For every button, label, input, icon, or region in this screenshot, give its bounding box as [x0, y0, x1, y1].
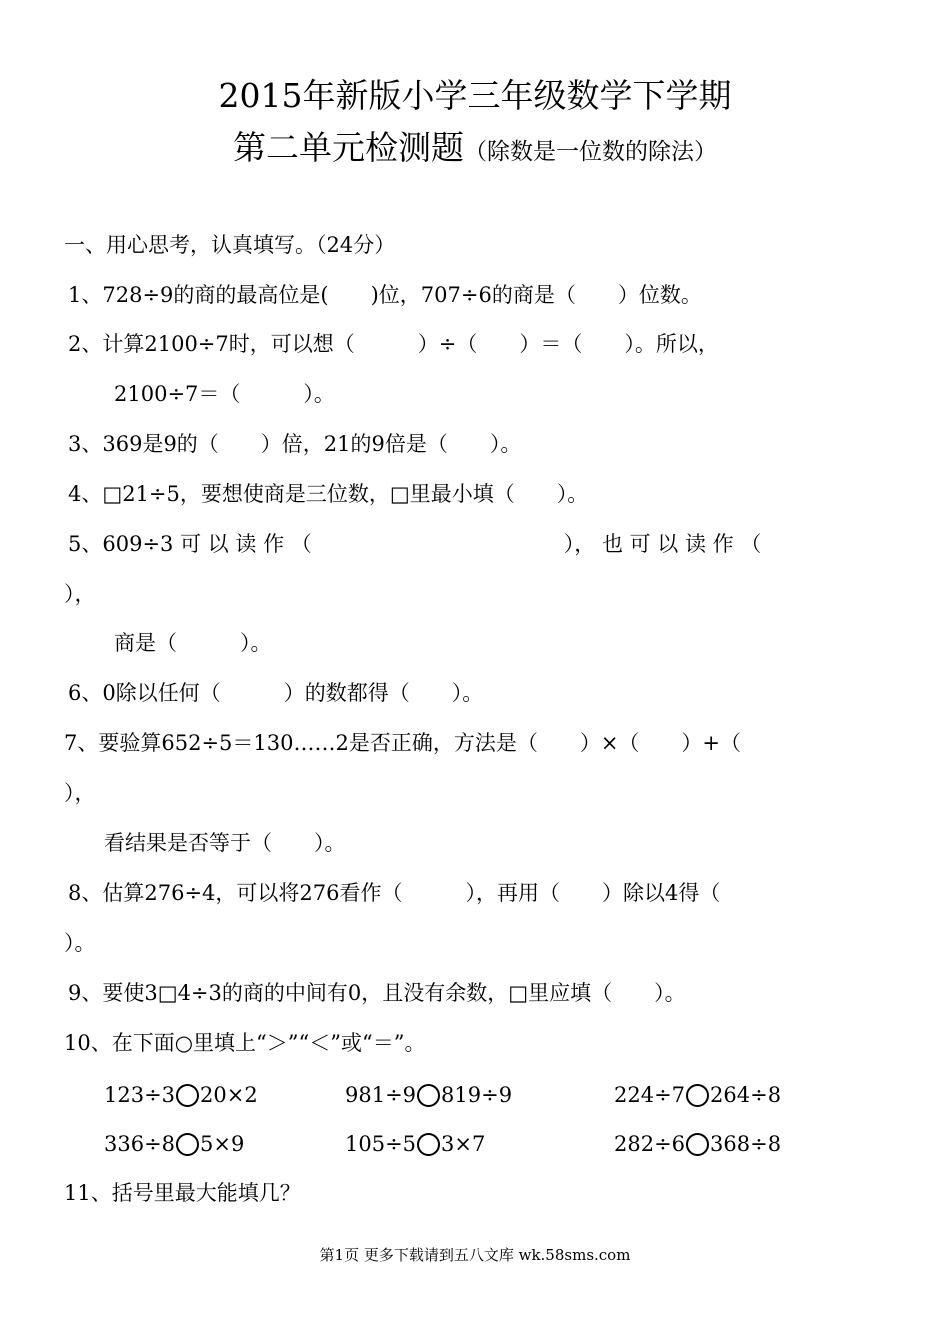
section-heading: 一、用心思考，认真填写。（24分） — [64, 233, 396, 257]
comparison-item — [104, 1129, 244, 1159]
title-main: 第二单元检测题 — [233, 128, 464, 167]
comparison-item — [345, 1080, 512, 1110]
comparison-left: 123÷3 — [104, 1083, 176, 1107]
compare-circle-blank[interactable] — [686, 1084, 709, 1107]
compare-circle-blank[interactable] — [176, 1084, 199, 1107]
question-2-continued: 2100÷7＝（ ）。 — [114, 382, 335, 406]
title-sub: （除数是一位数的除法） — [464, 139, 717, 165]
question-7-continued: 看结果是否等于（ ）。 — [104, 831, 346, 855]
title-line-1-text: 2015年新版小学三年级数学下学期 — [218, 76, 732, 115]
title-line-2 — [0, 128, 950, 172]
comparison-row-2 — [0, 1129, 950, 1161]
comparison-left: 224÷7 — [614, 1083, 686, 1107]
comparison-right: 3×7 — [441, 1132, 486, 1156]
comparison-item — [614, 1129, 781, 1159]
comparison-item — [345, 1129, 485, 1159]
comparison-right: 819÷9 — [441, 1083, 513, 1107]
compare-circle-blank[interactable] — [176, 1133, 199, 1156]
comparison-row-1 — [0, 1080, 950, 1112]
title-line-1 — [0, 76, 950, 116]
comparison-item — [614, 1080, 781, 1110]
comparison-right: 264÷8 — [710, 1083, 782, 1107]
question-8-wrap: ）。 — [64, 931, 96, 955]
question-11: 11、括号里最大能填几？ — [64, 1181, 301, 1205]
question-9: 9、要使3□4÷3的商的中间有0，且没有余数，□里应填（ ）。 — [68, 981, 686, 1005]
question-5-wrap: ）， — [64, 582, 96, 606]
compare-circle-blank[interactable] — [686, 1133, 709, 1156]
comparison-item — [104, 1080, 258, 1110]
question-5: 5、609÷3 可 以 读 作 （ ）， 也 可 以 读 作 （ — [68, 532, 762, 556]
comparison-left: 981÷9 — [345, 1083, 417, 1107]
comparison-left: 336÷8 — [104, 1132, 176, 1156]
question-7-wrap: ）， — [64, 781, 96, 805]
question-3: 3、369是9的（ ）倍，21的9倍是（ ）。 — [68, 432, 522, 456]
comparison-right: 368÷8 — [710, 1132, 782, 1156]
question-10: 10、在下面○里填上“＞”“＜”或“＝”。 — [64, 1031, 426, 1055]
question-4: 4、□21÷5，要想使商是三位数，□里最小填（ ）。 — [68, 482, 589, 506]
compare-circle-blank[interactable] — [417, 1133, 440, 1156]
question-5-continued: 商是（ ）。 — [114, 631, 272, 655]
page-footer: 第1页 更多下载请到五八文库 wk.58sms.com — [319, 1246, 631, 1264]
comparison-left: 282÷6 — [614, 1132, 686, 1156]
comparison-left: 105÷5 — [345, 1132, 417, 1156]
question-8: 8、估算276÷4，可以将276看作（ ），再用（ ）除以4得（ — [68, 881, 721, 905]
compare-circle-blank[interactable] — [417, 1084, 440, 1107]
question-6: 6、0除以任何（ ）的数都得（ ）。 — [68, 681, 484, 705]
question-7: 7、要验算652÷5＝130……2是否正确，方法是（ ）×（ ）+（ — [64, 731, 742, 755]
question-1: 1、728÷9的商的最高位是( )位，707÷6的商是（ ）位数。 — [68, 283, 702, 307]
comparison-right: 5×9 — [200, 1132, 245, 1156]
question-2: 2、计算2100÷7时，可以想（ ）÷（ ）＝（ ）。所以， — [68, 332, 719, 356]
comparison-right: 20×2 — [200, 1083, 258, 1107]
